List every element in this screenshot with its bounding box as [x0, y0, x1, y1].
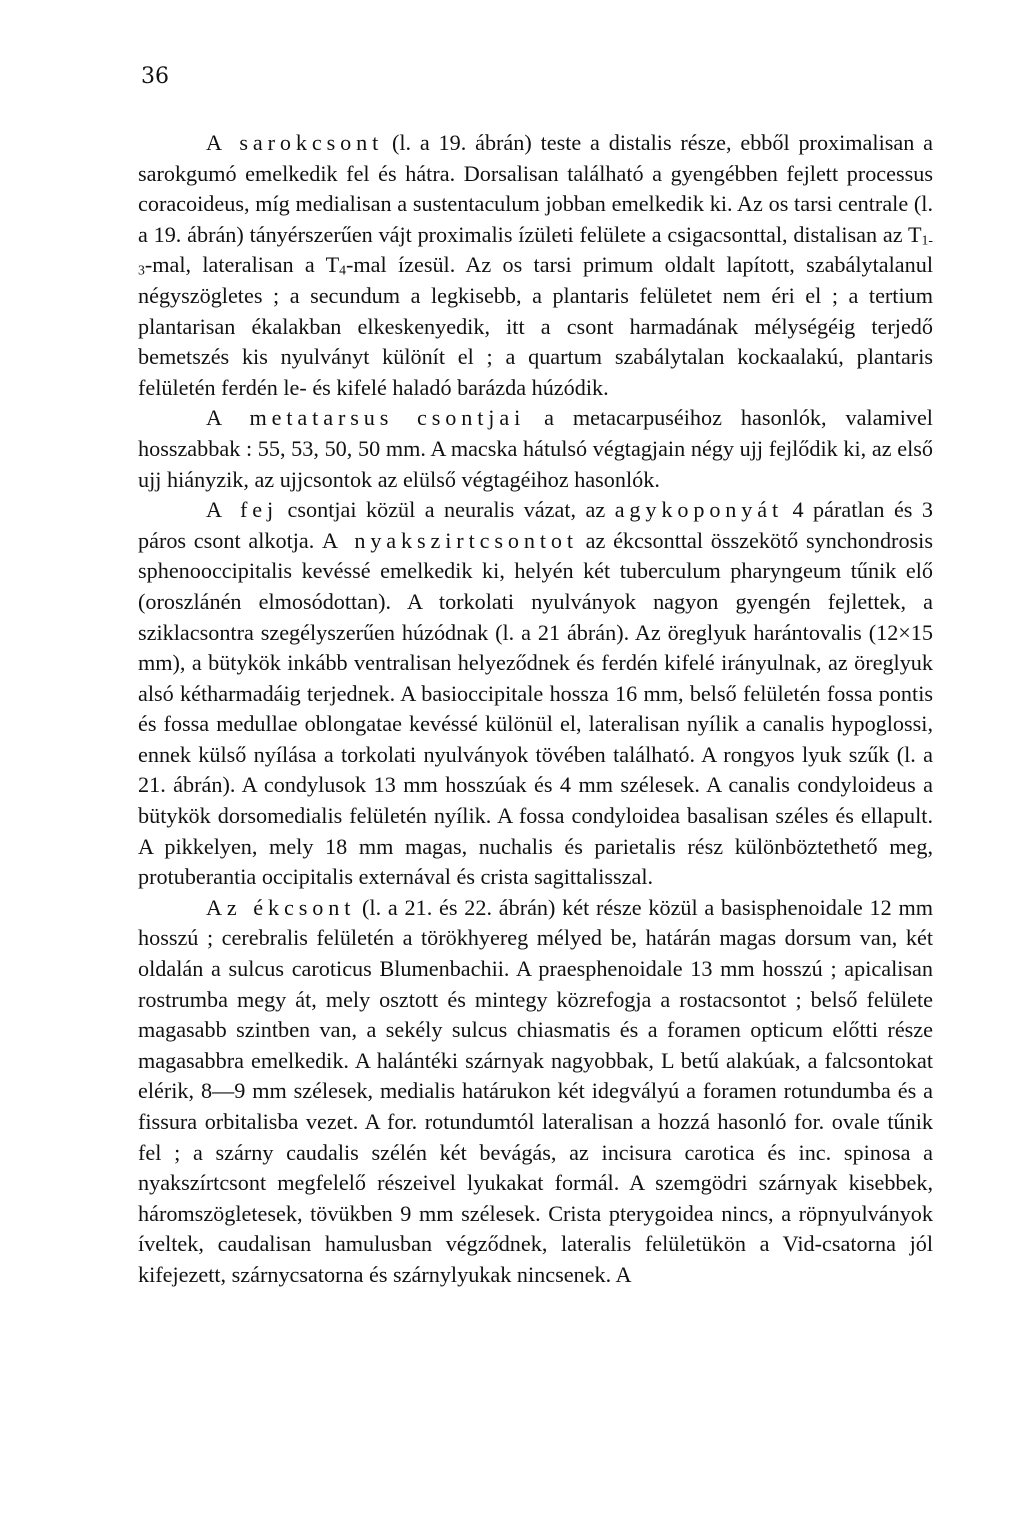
subscript: 4 — [339, 262, 347, 278]
paragraph-text: (l. a 19. ábrán) teste a distalis része, ebből proximalisan a sarokgumó emelkedik fel és hátra. Dorsalisan található a gyengébben fejlett processus coracoideus, míg medialisan a sustentaculum jobban emelkedik ki. Az os tarsi centrale (l. a 19. ábrán) tányérszerűen vájt proximalis ízületi felülete a csigacsonttal, distalisan az T — [138, 130, 933, 247]
subscript: 1-3 — [138, 232, 933, 278]
page-number: 36 — [141, 64, 169, 89]
paragraph-fej — [138, 495, 933, 893]
term-fej: A fej — [206, 497, 279, 523]
paragraph-ekcsont — [138, 893, 933, 1291]
paragraph-text: (l. a 21. és 22. ábrán) két része közül a basisphenoidale 12 mm hosszú ; cerebralis felületén a törökhyereg mélyed be, határán magas dorsum van, két oldalán a sulcus caroticus Blumenbachii. A praesphenoidale 13 mm hosszú ; apicalisan rostrumba megy át, mely osztott és mintegy közrefogja a rostacsontot ; belső felülete magasabb szintben van, a sekély sulcus chiasmatis és a foramen opticum előtti része magasabbra emelkedik. A halántéki szárnyak nagyobbak, L betű alakúak, a falcsontokat elérik, 8—9 mm szélesek, medialis határukon két idegvályú a foramen rotundumba és a fissura orbitalisba vezet. A for. rotundumtól lateralisan a hozzá hasonló for. ovale tűnik fel ; a szárny caudalis szélén két bevágás, az incisura carotica és inc. spinosa a nyakszírtcsont megfelelő részeivel lyukakat formál. A szemgödri szárnyak kisebbek, háromszögletesek, tövükben 9 mm szélesek. Crista pterygoidea nincs, a röpnyulványok íveltek, caudalisan hamulusban végződnek, lateralis felületükön a Vid-csatorna jól kifejezett, szárnycsatorna és szárnylyukak nincsenek. A — [138, 894, 933, 1287]
text-body — [138, 128, 933, 1291]
paragraph-sarokcsont — [138, 128, 933, 403]
term-metatarsus: A metatarsus csontjai — [206, 405, 526, 431]
paragraph-text: 4 páratlan és 3 páros csont alkotja. — [138, 497, 933, 553]
paragraph-text: csontjai közül a neuralis vázat, az — [278, 497, 615, 523]
paragraph-text: a metacarpuséihoz hasonlók, valamivel hosszabbak : 55, 53, 50, 50 mm. A macska hátulsó végtagjain négy ujj fejlődik ki, az első ujj hiányzik, az ujjcsontok az elülső végtagéihoz hasonlók. — [138, 405, 933, 492]
paragraph-text: az ékcsonttal összekötő synchondrosis sphenooccipitalis kevéssé emelkedik ki, helyén két tuberculum pharyngeum tűnik elő (oroszlánén elmosódottan). A torkolati nyulványok nagyon gyengén fejlettek, a sziklacsontra szegélyszerűen húzódnak (l. a 21 ábrán). Az öreglyuk harántovalis (12×15 mm), a bütykök inkább ventralisan helyeződnek és ferdén kifelé irányulnak, az öreglyuk alsó kétharmadáig terjednek. A basioccipitale hossza 16 mm, belső felületén fossa pontis és fossa medullae oblongatae kevéssé különül el, lateralisan nyílik a canalis hypoglossi, ennek külső nyílása a torkolati nyulványok tövében található. A rongyos lyuk szűk (l. a 21. ábrán). A condylusok 13 mm hosszúak és 4 mm szélesek. A canalis condyloideus a bütykök dorsomedialis felületén nyílik. A fossa condyloidea basalisan széles és ellapult. A pikkelyen, mely 18 mm magas, nuchalis és parietalis rész különböztethető meg, protuberantia occipitalis externával és crista sagittalisszal. — [138, 527, 933, 890]
term-nyakszirtcsont: A nyakszirtcsontot — [322, 527, 578, 553]
term-ekcsont: Az ékcsont — [206, 894, 356, 920]
term-agykoponya: agykoponyát — [614, 497, 784, 523]
paragraph-text: -mal, lateralisan a T — [144, 252, 340, 278]
term-sarokcsont: A sarokcsont — [206, 130, 384, 155]
paragraph-metatarsus — [138, 403, 933, 495]
paragraph-text: -mal ízesül. Az os tarsi primum oldalt lapított, szabálytalanul négyszögletes ; a secundum a legkisebb, a plantaris felületet nem éri el ; a tertium plantarisan ékalakban elkeskenyedik, itt a csont harmadának mélységéig terjedő bemetszés kis nyulványt különít el ; a quartum szabálytalan kockaalakú, plantaris felületén ferdén le- és kifelé haladó barázda húzódik. — [138, 252, 933, 400]
